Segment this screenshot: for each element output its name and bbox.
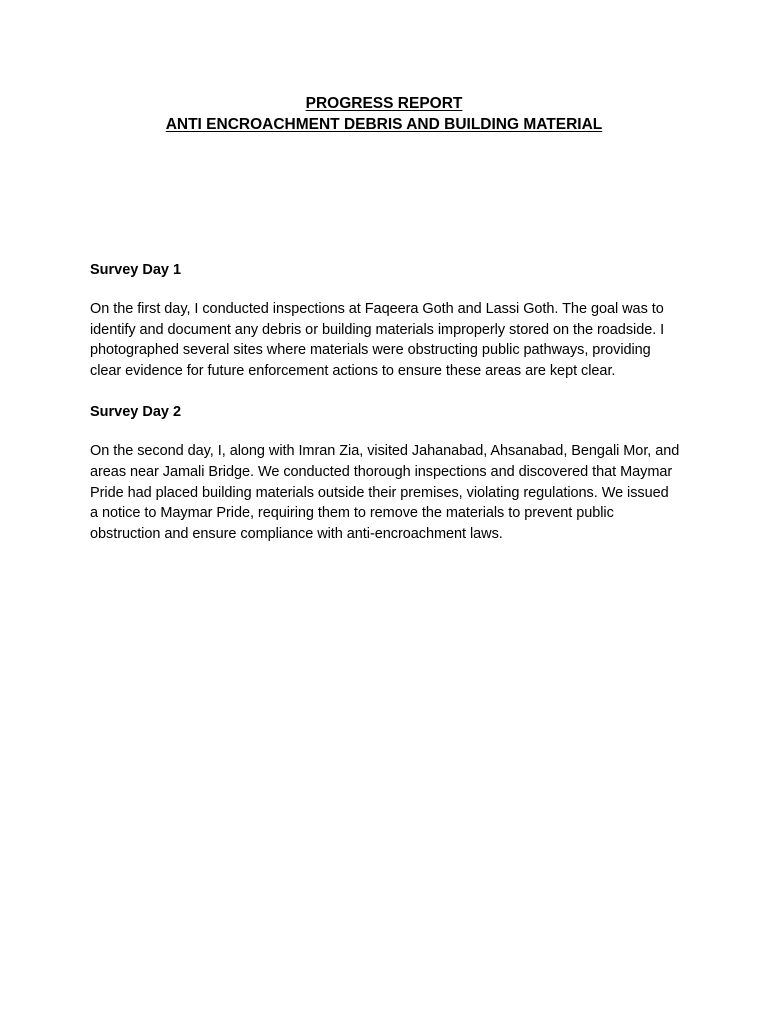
report-title-block [0, 93, 768, 135]
report-subtitle: ANTI ENCROACHMENT DEBRIS AND BUILDING MATERIAL [165, 116, 603, 133]
report-body [90, 260, 680, 544]
report-title: PROGRESS REPORT [305, 95, 463, 112]
section-paragraph: On the second day, I, along with Imran Zia, visited Jahanabad, Ahsanabad, Bengali Mor, and areas near Jamali Bridge. We conducted thorough inspections and discovered that Maymar Pride had placed building materials outside their premises, violating regulations. We issued a notice to Maymar Pride, requiring them to remove the materials to prevent public obstruction and ensure compliance with anti-encroachment laws. [90, 443, 680, 542]
section-heading: Survey Day 1 [90, 262, 182, 278]
section-heading: Survey Day 2 [90, 404, 182, 421]
section-spacer [90, 381, 680, 402]
section-survey-day-2 [90, 402, 680, 544]
section-paragraph: On the first day, I conducted inspections at Faqeera Goth and Lassi Goth. The goal was to identify and document any debris or building materials improperly stored on the roadside. I photographed several sites where materials were obstructing public pathways, providing clear evidence for future enforcement actions to ensure these areas are kept clear. [90, 301, 665, 379]
section-survey-day-1 [90, 260, 680, 381]
